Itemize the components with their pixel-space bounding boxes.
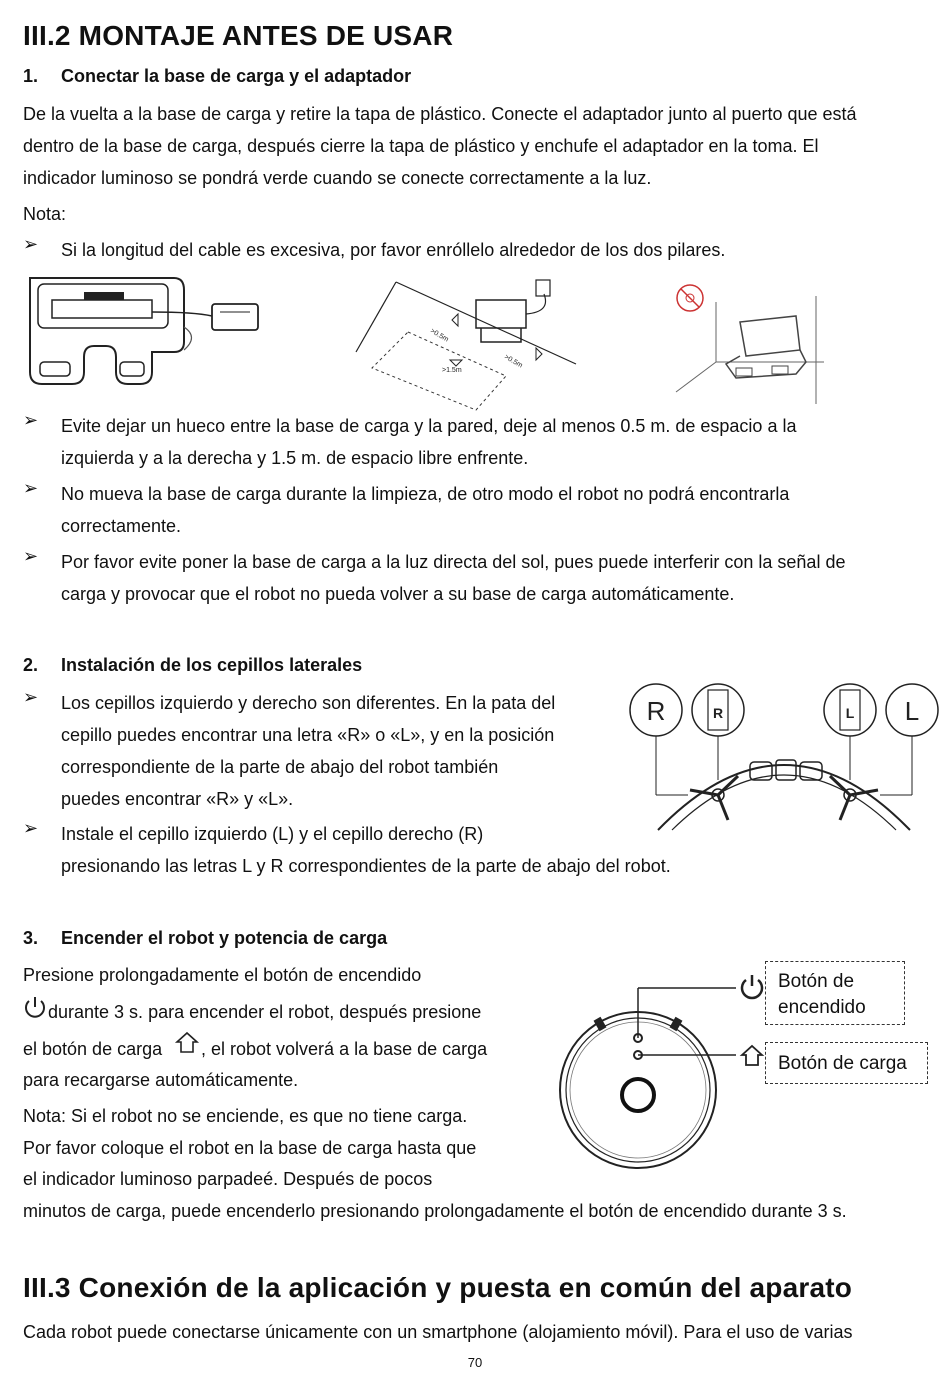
bullet-text-line1: Los cepillos izquierdo y derecho son diferentes. En la pata del bbox=[61, 693, 556, 713]
bullet-arrow-icon: ➢ bbox=[23, 234, 39, 254]
placement-diagram-figure bbox=[356, 272, 576, 412]
dim-label-right: >0.5m bbox=[503, 353, 524, 370]
step3-line8: minutos de carga, puede encenderlo presionando prolongadamente el botón de encendido durante 3 s. bbox=[23, 1201, 847, 1221]
bullet-text-line2: cepillo puedes encontrar una letra «R» o «L», y en la posición bbox=[61, 725, 555, 745]
step3-line2: durante 3 s. para encender el robot, después presione bbox=[48, 1002, 482, 1022]
step2-number: 2. bbox=[23, 655, 39, 675]
bullet-text-line2: izquierda y a la derecha y 1.5 m. de espacio libre enfrente. bbox=[61, 448, 529, 468]
bullet-arrow-icon: ➢ bbox=[23, 478, 39, 498]
dim-label-front: >1.5m bbox=[442, 367, 462, 374]
brush-letter-r-2: R bbox=[712, 705, 724, 721]
step3-line3b: , el robot volverá a la base de carga bbox=[201, 1039, 488, 1059]
bullet-text-line3: correspondiente de la parte de abajo del robot también bbox=[61, 757, 499, 777]
charge-button-callout bbox=[765, 1042, 928, 1084]
nota-label: Nota: bbox=[23, 204, 67, 224]
charge-callout-icon bbox=[739, 1043, 765, 1067]
bullet-text-line2: correctamente. bbox=[61, 516, 182, 536]
step3-line1: Presione prolongadamente el botón de encendido bbox=[23, 965, 422, 985]
section3-paragraph-line1: Cada robot puede conectarse únicamente con un smartphone (alojamiento móvil). Para el uso de varias bbox=[23, 1322, 853, 1342]
step3-line7: el indicador luminoso parpadeé. Después de pocos bbox=[23, 1169, 433, 1189]
step1-paragraph-line1: De la vuelta a la base de carga y retire la tapa de plástico. Conecte el adaptador junto al puerto que está bbox=[23, 104, 857, 124]
bullet-text-line1: No mueva la base de carga durante la limpieza, de otro modo el robot no podrá encontrarla bbox=[61, 484, 790, 504]
home-icon bbox=[174, 1030, 200, 1054]
step1-paragraph-line2: dentro de la base de carga, después cierre la tapa de plástico y enchufe el adaptador en la toma. El bbox=[23, 136, 819, 156]
step3-line3a: el botón de carga bbox=[23, 1039, 163, 1059]
step3-line4: para recargarse automáticamente. bbox=[23, 1070, 299, 1090]
step1-paragraph-line3: indicador luminoso se pondrá verde cuando se conecte correctamente a la luz. bbox=[23, 168, 652, 188]
bullet-text-line1: Por favor evite poner la base de carga a la luz directa del sol, pues puede interferir con la señal de bbox=[61, 552, 846, 572]
brush-letter-l-1: L bbox=[845, 705, 855, 721]
brush-letter-r-1: R bbox=[646, 696, 666, 726]
bullet-arrow-icon: ➢ bbox=[23, 818, 39, 838]
section-title: III.2 MONTAJE ANTES DE USAR bbox=[23, 20, 454, 51]
callout-power-line2: encendido bbox=[778, 997, 866, 1018]
power-button-callout bbox=[765, 961, 905, 1025]
robot-top-figure bbox=[556, 980, 756, 1180]
step1-title: Conectar la base de carga y el adaptador bbox=[61, 66, 412, 86]
bullet-arrow-icon: ➢ bbox=[23, 546, 39, 566]
bullet-text-line2: carga y provocar que el robot no pueda volver a su base de carga automáticamente. bbox=[61, 584, 735, 604]
page-number: 70 bbox=[467, 1355, 483, 1370]
step2-title: Instalación de los cepillos laterales bbox=[61, 655, 363, 675]
side-brush-figure bbox=[628, 680, 940, 830]
avoid-sunlight-figure bbox=[676, 282, 824, 406]
section3-title: III.3 Conexión de la aplicación y puesta en común del aparato bbox=[23, 1272, 853, 1303]
power-callout-icon bbox=[739, 973, 765, 999]
bullet-text-line4: puedes encontrar «R» y «L». bbox=[61, 789, 294, 809]
bullet-text-line2: presionando las letras L y R correspondientes de la parte de abajo del robot. bbox=[61, 856, 671, 876]
power-icon bbox=[23, 995, 47, 1019]
bullet-arrow-icon: ➢ bbox=[23, 410, 39, 430]
dim-label-left: >0.5m bbox=[429, 327, 450, 344]
bullet-text-line1: Evite dejar un hueco entre la base de carga y la pared, deje al menos 0.5 m. de espacio a la bbox=[61, 416, 797, 436]
callout-power-line1: Botón de bbox=[778, 971, 855, 992]
callout-charge-label: Botón de carga bbox=[778, 1053, 907, 1074]
brush-letter-l-2: L bbox=[904, 696, 920, 726]
bullet-text: Si la longitud del cable es excesiva, por favor enróllelo alrededor de los dos pilares. bbox=[61, 240, 726, 260]
step3-line5: Nota: Si el robot no se enciende, es que no tiene carga. bbox=[23, 1106, 468, 1126]
step1-number: 1. bbox=[23, 66, 39, 86]
bullet-text-line1: Instale el cepillo izquierdo (L) y el cepillo derecho (R) bbox=[61, 824, 484, 844]
base-underside-figure bbox=[24, 272, 264, 402]
bullet-arrow-icon: ➢ bbox=[23, 687, 39, 707]
step3-number: 3. bbox=[23, 928, 39, 948]
step3-title: Encender el robot y potencia de carga bbox=[61, 928, 388, 948]
step3-line6: Por favor coloque el robot en la base de carga hasta que bbox=[23, 1138, 477, 1158]
